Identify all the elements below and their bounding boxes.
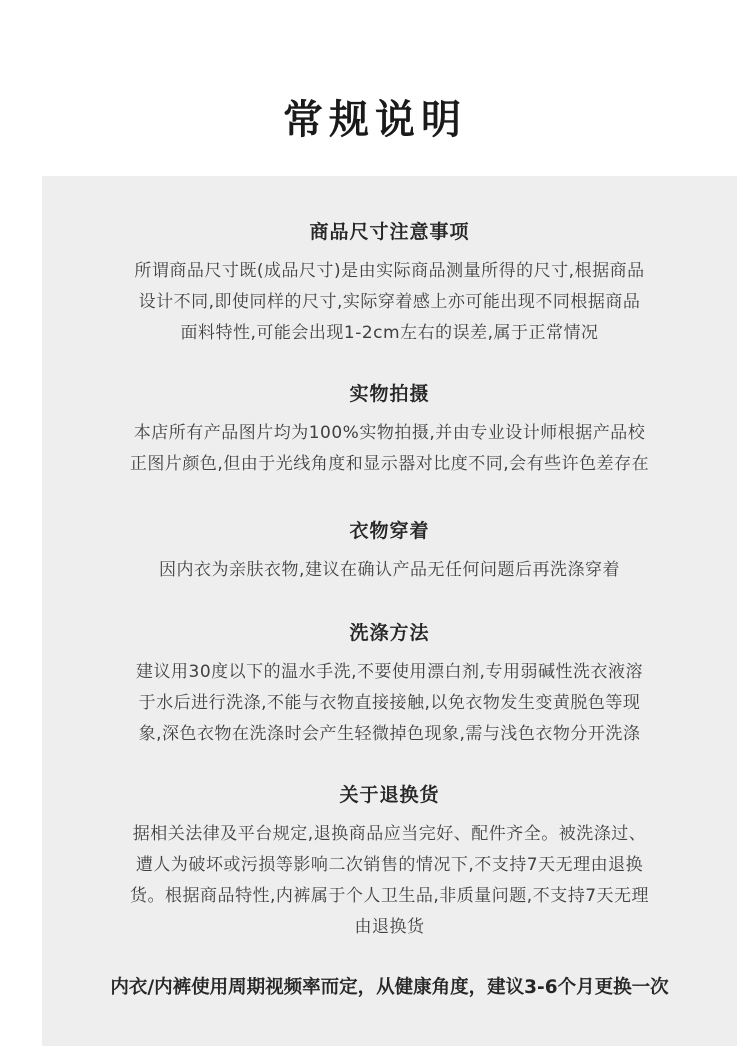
page-title: 常规说明 (283, 97, 467, 143)
text-line: 因内衣为亲肤衣物,建议在确认产品无任何问题后再洗涤穿着 (159, 560, 620, 580)
section-heading: 商品尺寸注意事项 (309, 221, 470, 243)
section-heading: 关于退换货 (339, 784, 440, 806)
text-line: 货。根据商品特性,内裤属于个人卫生品,非质量问题,不支持7天无理 (129, 886, 650, 906)
section-heading: 实物拍摄 (349, 383, 430, 405)
section-body (70, 555, 710, 586)
text-line: 遭人为破坏或污损等影响二次销售的情况下,不支持7天无理由退换 (135, 855, 644, 875)
info-panel (42, 176, 737, 1046)
section-body (70, 657, 710, 750)
section-body (70, 256, 710, 349)
text-line: 据相关法律及平台规定,退换商品应当完好、配件齐全。被洗涤过、 (132, 824, 647, 844)
section-washing (42, 620, 737, 750)
text-line: 建议用30度以下的温水手洗,不要使用漂白剂,专用弱碱性洗衣液溶 (136, 662, 643, 682)
section-heading: 洗涤方法 (349, 622, 430, 644)
section-heading: 衣物穿着 (349, 520, 430, 542)
section-size-notice (42, 219, 737, 349)
text-line: 面料特性,可能会出现1-2cm左右的误差,属于正常情况 (180, 323, 599, 343)
text-line: 所谓商品尺寸既(成品尺寸)是由实际商品测量所得的尺寸,根据商品 (134, 261, 645, 281)
text-line: 本店所有产品图片均为100%实物拍摄,并由专业设计师根据产品校 (133, 423, 646, 443)
section-real-photos (42, 381, 737, 480)
text-line: 由退换货 (354, 917, 425, 937)
text-line: 正图片颜色,但由于光线角度和显示器对比度不同,会有些许色差存在 (129, 454, 650, 474)
text-line: 象,深色衣物在洗涤时会产生轻微掉色现象,需与浅色衣物分开洗涤 (138, 724, 641, 744)
text-line: 于水后进行洗涤,不能与衣物直接接触,以免衣物发生变黄脱色等现 (138, 693, 641, 713)
section-returns (42, 782, 737, 943)
section-body (70, 418, 710, 480)
usage-period-note: 内衣/内裤使用周期视频率而定，从健康角度，建议3-6个月更换一次 (110, 977, 669, 998)
section-body (70, 819, 710, 943)
text-line: 设计不同,即使同样的尺寸,实际穿着感上亦可能出现不同根据商品 (138, 292, 641, 312)
section-wearing (42, 518, 737, 586)
